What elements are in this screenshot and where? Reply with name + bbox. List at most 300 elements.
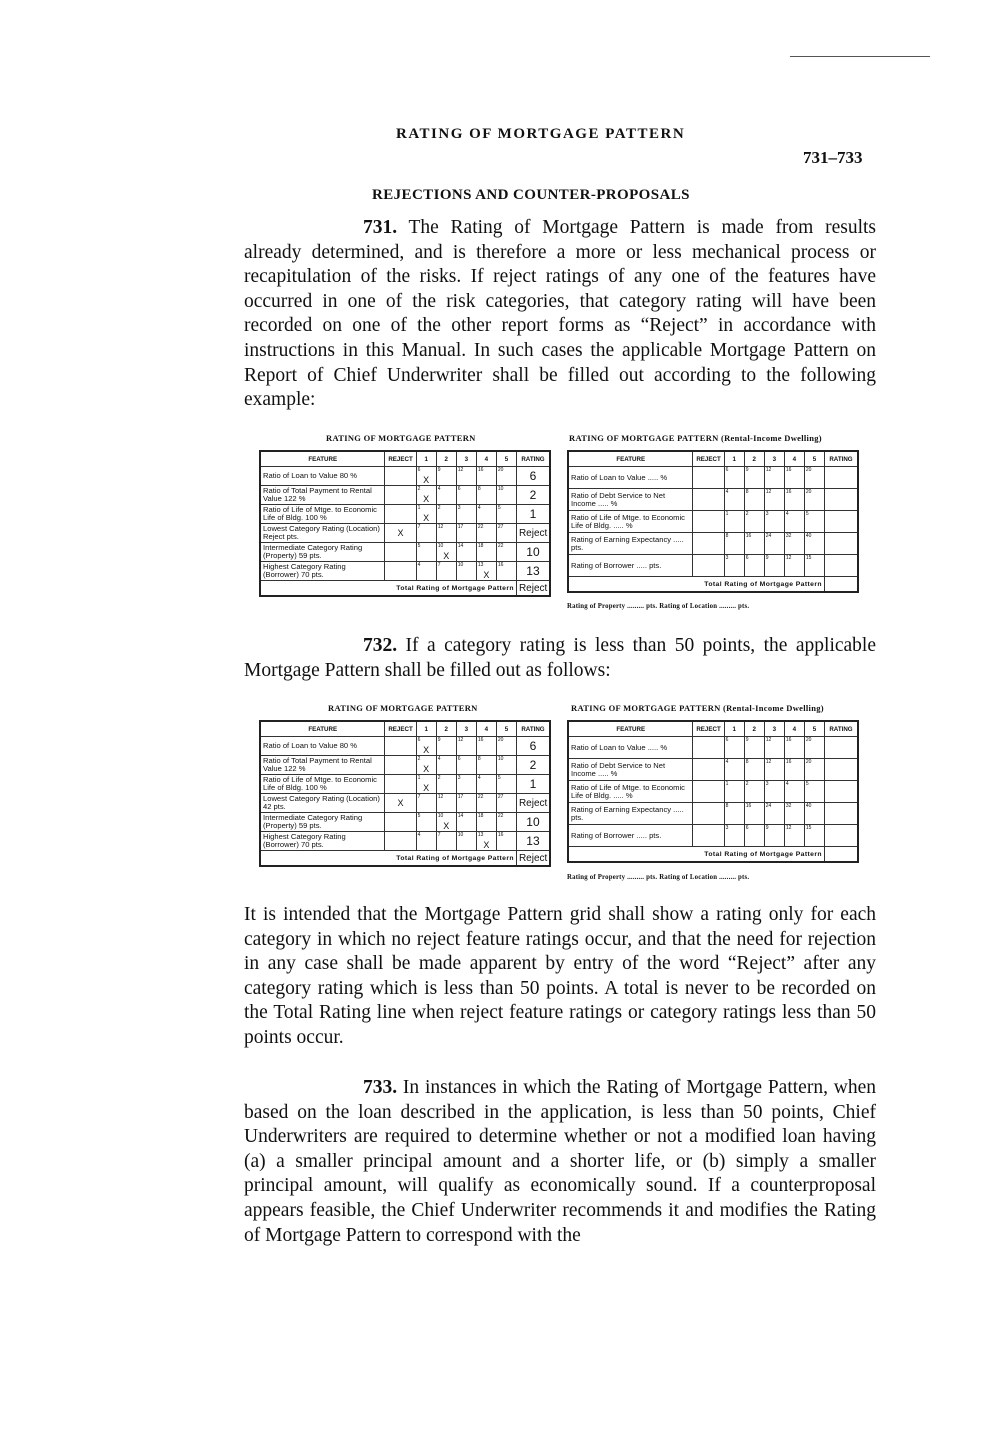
point-cell (496, 505, 516, 524)
feature-label: Ratio of Debt Service to Net Income ..... % (568, 759, 693, 781)
check-mark: X (443, 551, 450, 561)
point-cell (784, 511, 804, 533)
point-value: 27 (497, 794, 504, 800)
rating-cell: 1 (516, 775, 550, 794)
point-cell (744, 467, 764, 489)
form-header-cell: 5 (496, 721, 516, 737)
point-value: 6 (725, 737, 729, 743)
form-header-cell: RATING (516, 721, 550, 737)
form-row (260, 775, 550, 794)
total-label: Total Rating of Mortgage Pattern (568, 847, 824, 863)
point-cell (416, 775, 436, 794)
form-row (260, 467, 550, 486)
point-cell (764, 759, 784, 781)
feature-label: Rating of Borrower ..... pts. (568, 825, 693, 847)
point-cell (784, 555, 804, 577)
point-value: 9 (745, 467, 749, 473)
point-cell (496, 562, 516, 581)
point-cell (804, 555, 824, 577)
reject-cell (385, 562, 416, 581)
form-row (260, 562, 550, 581)
point-value: 17 (457, 794, 464, 800)
point-cell (764, 467, 784, 489)
form-footer-note: Rating of Property ......... pts. Rating of Location ......... pts. (567, 603, 750, 610)
point-value: 4 (725, 489, 729, 495)
point-cell (456, 737, 476, 756)
point-cell (416, 813, 436, 832)
point-value: 22 (477, 524, 484, 530)
feature-label: Ratio of Loan to Value ..... % (568, 467, 693, 489)
total-label: Total Rating of Mortgage Pattern (260, 581, 516, 597)
point-value: 12 (437, 524, 444, 530)
form-header-cell: 3 (764, 451, 784, 467)
form-header-cell: REJECT (385, 721, 416, 737)
point-cell (416, 737, 436, 756)
point-value: 12 (457, 737, 464, 743)
form-header-cell: 1 (724, 451, 744, 467)
point-cell (456, 832, 476, 851)
point-cell (436, 832, 456, 851)
point-value: 20 (497, 737, 504, 743)
reject-cell (693, 781, 724, 803)
point-cell (744, 511, 764, 533)
form-caption: RATING OF MORTGAGE PATTERN (Rental-Income Dwelling) (571, 703, 824, 713)
feature-label: Ratio of Loan to Value 80 % (260, 737, 385, 756)
point-cell (436, 737, 456, 756)
paragraph-intended: It is intended that the Mortgage Pattern grid shall show a rating only for each category in which no reject feature ratings occur, and that the need for rejection in any case shall be made apparent by entry of the word “Reject” after any category rating which is less than 50 points. A total is never to be recorded on the Total Rating line when reject feature ratings or category ratings less than 50 points occur. (244, 904, 876, 1048)
form-row (568, 737, 858, 759)
point-cell (416, 756, 436, 775)
point-cell (496, 775, 516, 794)
form-row (260, 524, 550, 543)
feature-label: Ratio of Life of Mtge. to Economic Life of Bldg. ..... % (568, 511, 693, 533)
point-cell (764, 781, 784, 803)
point-value: 6 (417, 737, 421, 743)
point-cell (784, 825, 804, 847)
point-value: 2 (437, 505, 441, 511)
total-row (568, 847, 858, 863)
point-cell (724, 825, 744, 847)
form-header-cell: 5 (496, 451, 516, 467)
point-cell (476, 832, 496, 851)
check-mark: X (423, 494, 430, 504)
form-header-row (260, 721, 550, 737)
form-header-cell: FEATURE (568, 721, 693, 737)
point-cell (724, 803, 744, 825)
point-value: 4 (437, 486, 441, 492)
point-value: 32 (785, 803, 792, 809)
point-value: 8 (477, 756, 481, 762)
point-value: 4 (477, 505, 481, 511)
point-cell (456, 562, 476, 581)
form-header-cell: FEATURE (260, 451, 385, 467)
form-header-cell: 2 (744, 451, 764, 467)
point-cell (476, 524, 496, 543)
form-header-cell: RATING (824, 721, 858, 737)
point-value: 20 (805, 759, 812, 765)
point-value: 4 (417, 832, 421, 838)
rating-cell: 2 (516, 756, 550, 775)
point-value: 20 (497, 467, 504, 473)
rating-cell: 10 (516, 813, 550, 832)
form-header-cell: 2 (436, 451, 456, 467)
form-header-cell: FEATURE (568, 451, 693, 467)
form-row (260, 505, 550, 524)
point-cell (724, 511, 744, 533)
paragraph-731 (244, 216, 876, 413)
form-header-cell: RATING (516, 451, 550, 467)
form-header-cell: 1 (416, 451, 436, 467)
point-cell (496, 467, 516, 486)
paragraph-number: 731. (363, 217, 398, 238)
check-mark: X (423, 745, 430, 755)
point-cell (784, 467, 804, 489)
point-value: 13 (477, 562, 484, 568)
point-cell (744, 489, 764, 511)
point-value: 22 (497, 813, 504, 819)
point-cell (724, 467, 744, 489)
feature-label: Ratio of Debt Service to Net Income ..... % (568, 489, 693, 511)
point-cell (436, 562, 456, 581)
point-value: 10 (457, 832, 464, 838)
point-value: 17 (457, 524, 464, 530)
feature-label: Ratio of Loan to Value ..... % (568, 737, 693, 759)
scan-edge-line (790, 56, 930, 57)
point-cell (456, 505, 476, 524)
form-caption: RATING OF MORTGAGE PATTERN (326, 433, 476, 443)
point-value: 5 (805, 511, 809, 517)
point-value: 10 (497, 486, 504, 492)
feature-label: Rating of Earning Expectancy ..... pts. (568, 533, 693, 555)
point-cell (456, 813, 476, 832)
check-mark: X (423, 475, 430, 485)
point-value: 2 (437, 775, 441, 781)
point-cell (416, 832, 436, 851)
reject-cell (385, 543, 416, 562)
point-cell (764, 737, 784, 759)
point-value: 10 (437, 543, 444, 549)
point-value: 2 (417, 486, 421, 492)
point-cell (436, 524, 456, 543)
form-row (260, 813, 550, 832)
reject-cell (693, 825, 724, 847)
point-value: 5 (417, 543, 421, 549)
form-row (260, 756, 550, 775)
rating-cell (824, 511, 858, 533)
point-cell (436, 813, 456, 832)
form-header-cell: 1 (724, 721, 744, 737)
point-cell (804, 781, 824, 803)
point-value: 27 (497, 524, 504, 530)
point-value: 1 (725, 511, 729, 517)
point-value: 7 (417, 524, 421, 530)
point-cell (476, 737, 496, 756)
point-cell (436, 543, 456, 562)
form-header-cell: 3 (764, 721, 784, 737)
total-row (260, 581, 550, 597)
form-header-cell: 2 (436, 721, 456, 737)
point-value: 3 (725, 825, 729, 831)
paragraph-732 (244, 634, 876, 683)
point-cell (476, 543, 496, 562)
point-value: 40 (805, 533, 812, 539)
point-value: 5 (805, 781, 809, 787)
form-header-cell: FEATURE (260, 721, 385, 737)
form-header-cell: 4 (476, 451, 496, 467)
paragraph-number: 732. (363, 635, 398, 656)
point-cell (476, 486, 496, 505)
check-mark: X (443, 821, 450, 831)
reject-cell (693, 555, 724, 577)
point-cell (416, 505, 436, 524)
point-cell (476, 794, 496, 813)
mortgage-pattern-form (259, 720, 551, 867)
point-cell (416, 794, 436, 813)
point-cell (724, 533, 744, 555)
point-value: 1 (417, 505, 421, 511)
point-cell (804, 489, 824, 511)
paragraph-text: The Rating of Mortgage Pattern is made from results already determined, and is therefore a more or less mechanical process or recapitulation of the risks. If reject ratings of any one of the features have occurred in one of the risk categories, that category rating will have been recorded on one of the other report forms as “Reject” in accordance with instructions in this Manual. In such cases the applicable Mortgage Pattern on Report of Chief Underwriter shall be filled out according to the following example: (244, 217, 876, 411)
form-header-cell: 4 (784, 451, 804, 467)
mortgage-pattern-form-rental (567, 450, 859, 593)
point-value: 3 (765, 781, 769, 787)
form-row (260, 543, 550, 562)
feature-label: Rating of Earning Expectancy ..... pts. (568, 803, 693, 825)
point-cell (436, 505, 456, 524)
point-cell (804, 825, 824, 847)
point-cell (476, 756, 496, 775)
feature-label: Ratio of Life of Mtge. to Economic Life of Bldg. 100 % (260, 505, 385, 524)
form-header-row (568, 721, 858, 737)
point-value: 7 (417, 794, 421, 800)
point-value: 2 (745, 511, 749, 517)
total-value: Reject (516, 581, 550, 597)
point-cell (476, 775, 496, 794)
point-value: 4 (785, 781, 789, 787)
point-cell (764, 533, 784, 555)
point-value: 12 (785, 825, 792, 831)
reject-cell (693, 803, 724, 825)
form-header-cell: 1 (416, 721, 436, 737)
point-value: 16 (497, 832, 504, 838)
point-cell (784, 489, 804, 511)
total-value: Reject (516, 851, 550, 867)
point-value: 16 (477, 737, 484, 743)
point-cell (496, 832, 516, 851)
point-cell (764, 803, 784, 825)
point-value: 12 (785, 555, 792, 561)
point-cell (784, 737, 804, 759)
point-cell (804, 467, 824, 489)
form-header-cell: 3 (456, 721, 476, 737)
form-row (260, 486, 550, 505)
point-value: 16 (745, 533, 752, 539)
reject-cell (385, 505, 416, 524)
point-cell (496, 794, 516, 813)
point-cell (416, 467, 436, 486)
point-cell (456, 775, 476, 794)
point-cell (436, 486, 456, 505)
total-label: Total Rating of Mortgage Pattern (260, 851, 516, 867)
point-cell (496, 543, 516, 562)
point-value: 6 (745, 825, 749, 831)
point-value: 18 (477, 813, 484, 819)
form-header-cell: 5 (804, 721, 824, 737)
reject-cell (693, 511, 724, 533)
form-header-cell: 2 (744, 721, 764, 737)
feature-label: Intermediate Category Rating (Property) 59 pts. (260, 813, 385, 832)
point-value: 8 (725, 533, 729, 539)
mortgage-pattern-form-rental (567, 720, 859, 863)
page-number: 731–733 (803, 148, 863, 167)
point-cell (804, 533, 824, 555)
point-value: 16 (785, 467, 792, 473)
reject-cell: X (385, 794, 416, 813)
point-cell (804, 511, 824, 533)
point-cell (744, 555, 764, 577)
reject-cell (385, 775, 416, 794)
point-value: 4 (477, 775, 481, 781)
point-cell (456, 467, 476, 486)
rating-cell (824, 737, 858, 759)
total-label: Total Rating of Mortgage Pattern (568, 577, 824, 593)
point-value: 1 (725, 781, 729, 787)
rating-cell: 10 (516, 543, 550, 562)
form-row (260, 794, 550, 813)
rating-cell (824, 781, 858, 803)
form-row (568, 825, 858, 847)
point-cell (416, 543, 436, 562)
point-value: 5 (497, 775, 501, 781)
point-value: 14 (457, 813, 464, 819)
point-cell (724, 489, 744, 511)
rating-cell: Reject (516, 524, 550, 543)
point-cell (804, 759, 824, 781)
point-cell (496, 737, 516, 756)
rating-cell (824, 533, 858, 555)
point-cell (744, 825, 764, 847)
section-heading: REJECTIONS AND COUNTER-PROPOSALS (372, 187, 690, 203)
check-mark: X (423, 783, 430, 793)
form-header-cell: 4 (784, 721, 804, 737)
feature-label: Ratio of Life of Mtge. to Economic Life of Bldg. 100 % (260, 775, 385, 794)
point-value: 20 (805, 737, 812, 743)
reject-cell (385, 756, 416, 775)
point-cell (496, 756, 516, 775)
point-value: 8 (477, 486, 481, 492)
point-cell (496, 486, 516, 505)
form-footer-note: Rating of Property ......... pts. Rating of Location ......... pts. (567, 874, 750, 881)
reject-cell (693, 759, 724, 781)
point-value: 4 (785, 511, 789, 517)
point-cell (476, 505, 496, 524)
rating-cell (824, 759, 858, 781)
point-cell (764, 511, 784, 533)
feature-label: Highest Category Rating (Borrower) 70 pts. (260, 832, 385, 851)
reject-cell: X (385, 524, 416, 543)
point-value: 10 (497, 756, 504, 762)
reject-cell (385, 486, 416, 505)
point-value: 7 (437, 562, 441, 568)
point-value: 4 (725, 759, 729, 765)
running-head: RATING OF MORTGAGE PATTERN (396, 126, 686, 142)
point-cell (784, 759, 804, 781)
point-value: 8 (745, 759, 749, 765)
form-header-cell: RATING (824, 451, 858, 467)
point-value: 3 (765, 511, 769, 517)
point-value: 2 (417, 756, 421, 762)
point-cell (764, 825, 784, 847)
point-cell (436, 467, 456, 486)
form-caption: RATING OF MORTGAGE PATTERN (328, 703, 478, 713)
point-value: 4 (417, 562, 421, 568)
point-value: 3 (457, 505, 461, 511)
point-value: 16 (497, 562, 504, 568)
point-cell (744, 759, 764, 781)
point-value: 9 (765, 555, 769, 561)
point-value: 10 (457, 562, 464, 568)
point-cell (804, 803, 824, 825)
point-value: 15 (805, 555, 812, 561)
point-value: 12 (765, 759, 772, 765)
rating-cell: 6 (516, 467, 550, 486)
point-value: 22 (477, 794, 484, 800)
point-cell (436, 775, 456, 794)
point-value: 12 (765, 737, 772, 743)
form-row (568, 555, 858, 577)
point-value: 3 (457, 775, 461, 781)
point-value: 12 (457, 467, 464, 473)
feature-label: Highest Category Rating (Borrower) 70 pts. (260, 562, 385, 581)
mortgage-pattern-form (259, 450, 551, 597)
paragraph-text: In instances in which the Rating of Mortgage Pattern, when based on the loan described in the application, is less than 50 points, Chief Underwriters are required to determine whether or not a modified loan having (a) a smaller principal amount and a shorter life, or (b) simply a smaller principal amount, will qualify as economically sound. If a counterproposal appears feasible, the Chief Underwriter recommends it and modifies the Rating of Mortgage Pattern to correspond with the (244, 1077, 876, 1246)
feature-label: Intermediate Category Rating (Property) 59 pts. (260, 543, 385, 562)
point-cell (784, 781, 804, 803)
total-value (824, 577, 858, 593)
point-cell (764, 555, 784, 577)
rating-cell: 1 (516, 505, 550, 524)
point-cell (724, 737, 744, 759)
form-header-row (568, 451, 858, 467)
point-value: 15 (805, 825, 812, 831)
point-value: 5 (497, 505, 501, 511)
point-value: 9 (745, 737, 749, 743)
form-caption: RATING OF MORTGAGE PATTERN (Rental-Income Dwelling) (569, 433, 822, 443)
form-header-cell: REJECT (693, 721, 724, 737)
point-value: 6 (725, 467, 729, 473)
rating-cell (824, 467, 858, 489)
point-value: 8 (745, 489, 749, 495)
point-cell (456, 543, 476, 562)
point-value: 16 (745, 803, 752, 809)
point-value: 13 (477, 832, 484, 838)
point-value: 12 (765, 489, 772, 495)
point-cell (416, 562, 436, 581)
reject-cell (693, 467, 724, 489)
point-value: 1 (417, 775, 421, 781)
feature-label: Ratio of Loan to Value 80 % (260, 467, 385, 486)
point-cell (744, 781, 764, 803)
point-value: 6 (417, 467, 421, 473)
check-mark: X (483, 570, 490, 580)
point-cell (744, 737, 764, 759)
rating-cell (824, 489, 858, 511)
form-row (568, 467, 858, 489)
feature-label: Ratio of Total Payment to Rental Value 122 % (260, 486, 385, 505)
point-value: 20 (805, 489, 812, 495)
point-cell (744, 533, 764, 555)
point-cell (496, 813, 516, 832)
